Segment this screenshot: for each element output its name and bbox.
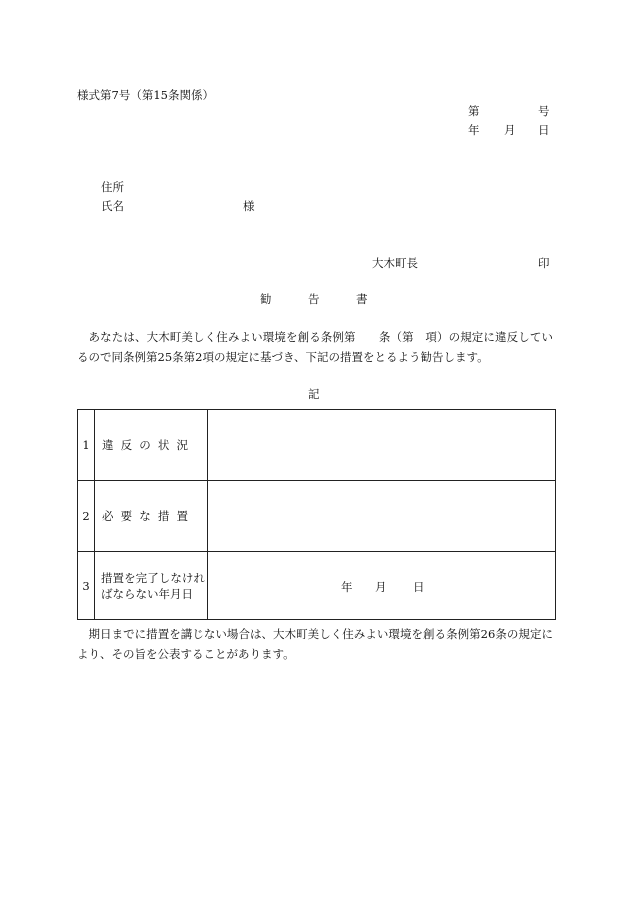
- deadline-day: 日: [413, 580, 425, 594]
- table-row: [78, 552, 556, 620]
- form-number: 様式第7号（第15条関係）: [77, 88, 214, 102]
- body-paragraph-1: あなたは、大木町美しく住みよい環境を創る条例第 条（第 項）の規定に違反しているので同条例第25条第2項の規定に基づき、下記の措置をとるよう勧告します。: [77, 330, 553, 364]
- measures-table: [77, 409, 556, 620]
- row-label: [95, 481, 208, 552]
- title-char-1: 勧: [260, 292, 272, 306]
- table-row: [78, 481, 556, 552]
- date-month: 月: [504, 123, 516, 137]
- violation-status-label: 違反の状況: [102, 438, 196, 452]
- deadline-month: 月: [375, 580, 387, 594]
- row-number: 1: [78, 410, 95, 481]
- deadline-year: 年: [341, 580, 353, 594]
- document-title: [260, 292, 370, 306]
- row-label: [95, 410, 208, 481]
- date-year: 年: [468, 123, 480, 137]
- deadline-date-cell: [208, 552, 556, 620]
- doc-number-go: 号: [538, 104, 550, 118]
- body-paragraph-2: 期日までに措置を講じない場合は、大木町美しく住みよい環境を創る条例第26条の規定により、その旨を公表することがあります。: [77, 627, 553, 661]
- address-label: 住所: [101, 180, 124, 194]
- title-char-3: 書: [356, 292, 368, 306]
- deadline-label: 措置を完了しなければならない年月日: [101, 570, 205, 601]
- required-measures-label: 必要な措置: [102, 509, 196, 523]
- ki-heading: 記: [308, 387, 320, 401]
- table-row: [78, 410, 556, 481]
- row-content-cell: [208, 410, 556, 481]
- seal-mark: 印: [538, 256, 550, 270]
- row-number: 2: [78, 481, 95, 552]
- title-char-2: 告: [308, 292, 320, 306]
- row-number: 3: [78, 552, 95, 620]
- row-content-cell: [208, 481, 556, 552]
- name-label: 氏名: [101, 199, 124, 213]
- date-day: 日: [538, 123, 550, 137]
- sender-title: 大木町長: [372, 256, 418, 270]
- honorific: 様: [243, 199, 255, 213]
- row-label: [95, 552, 208, 620]
- doc-number-dai: 第: [468, 104, 480, 118]
